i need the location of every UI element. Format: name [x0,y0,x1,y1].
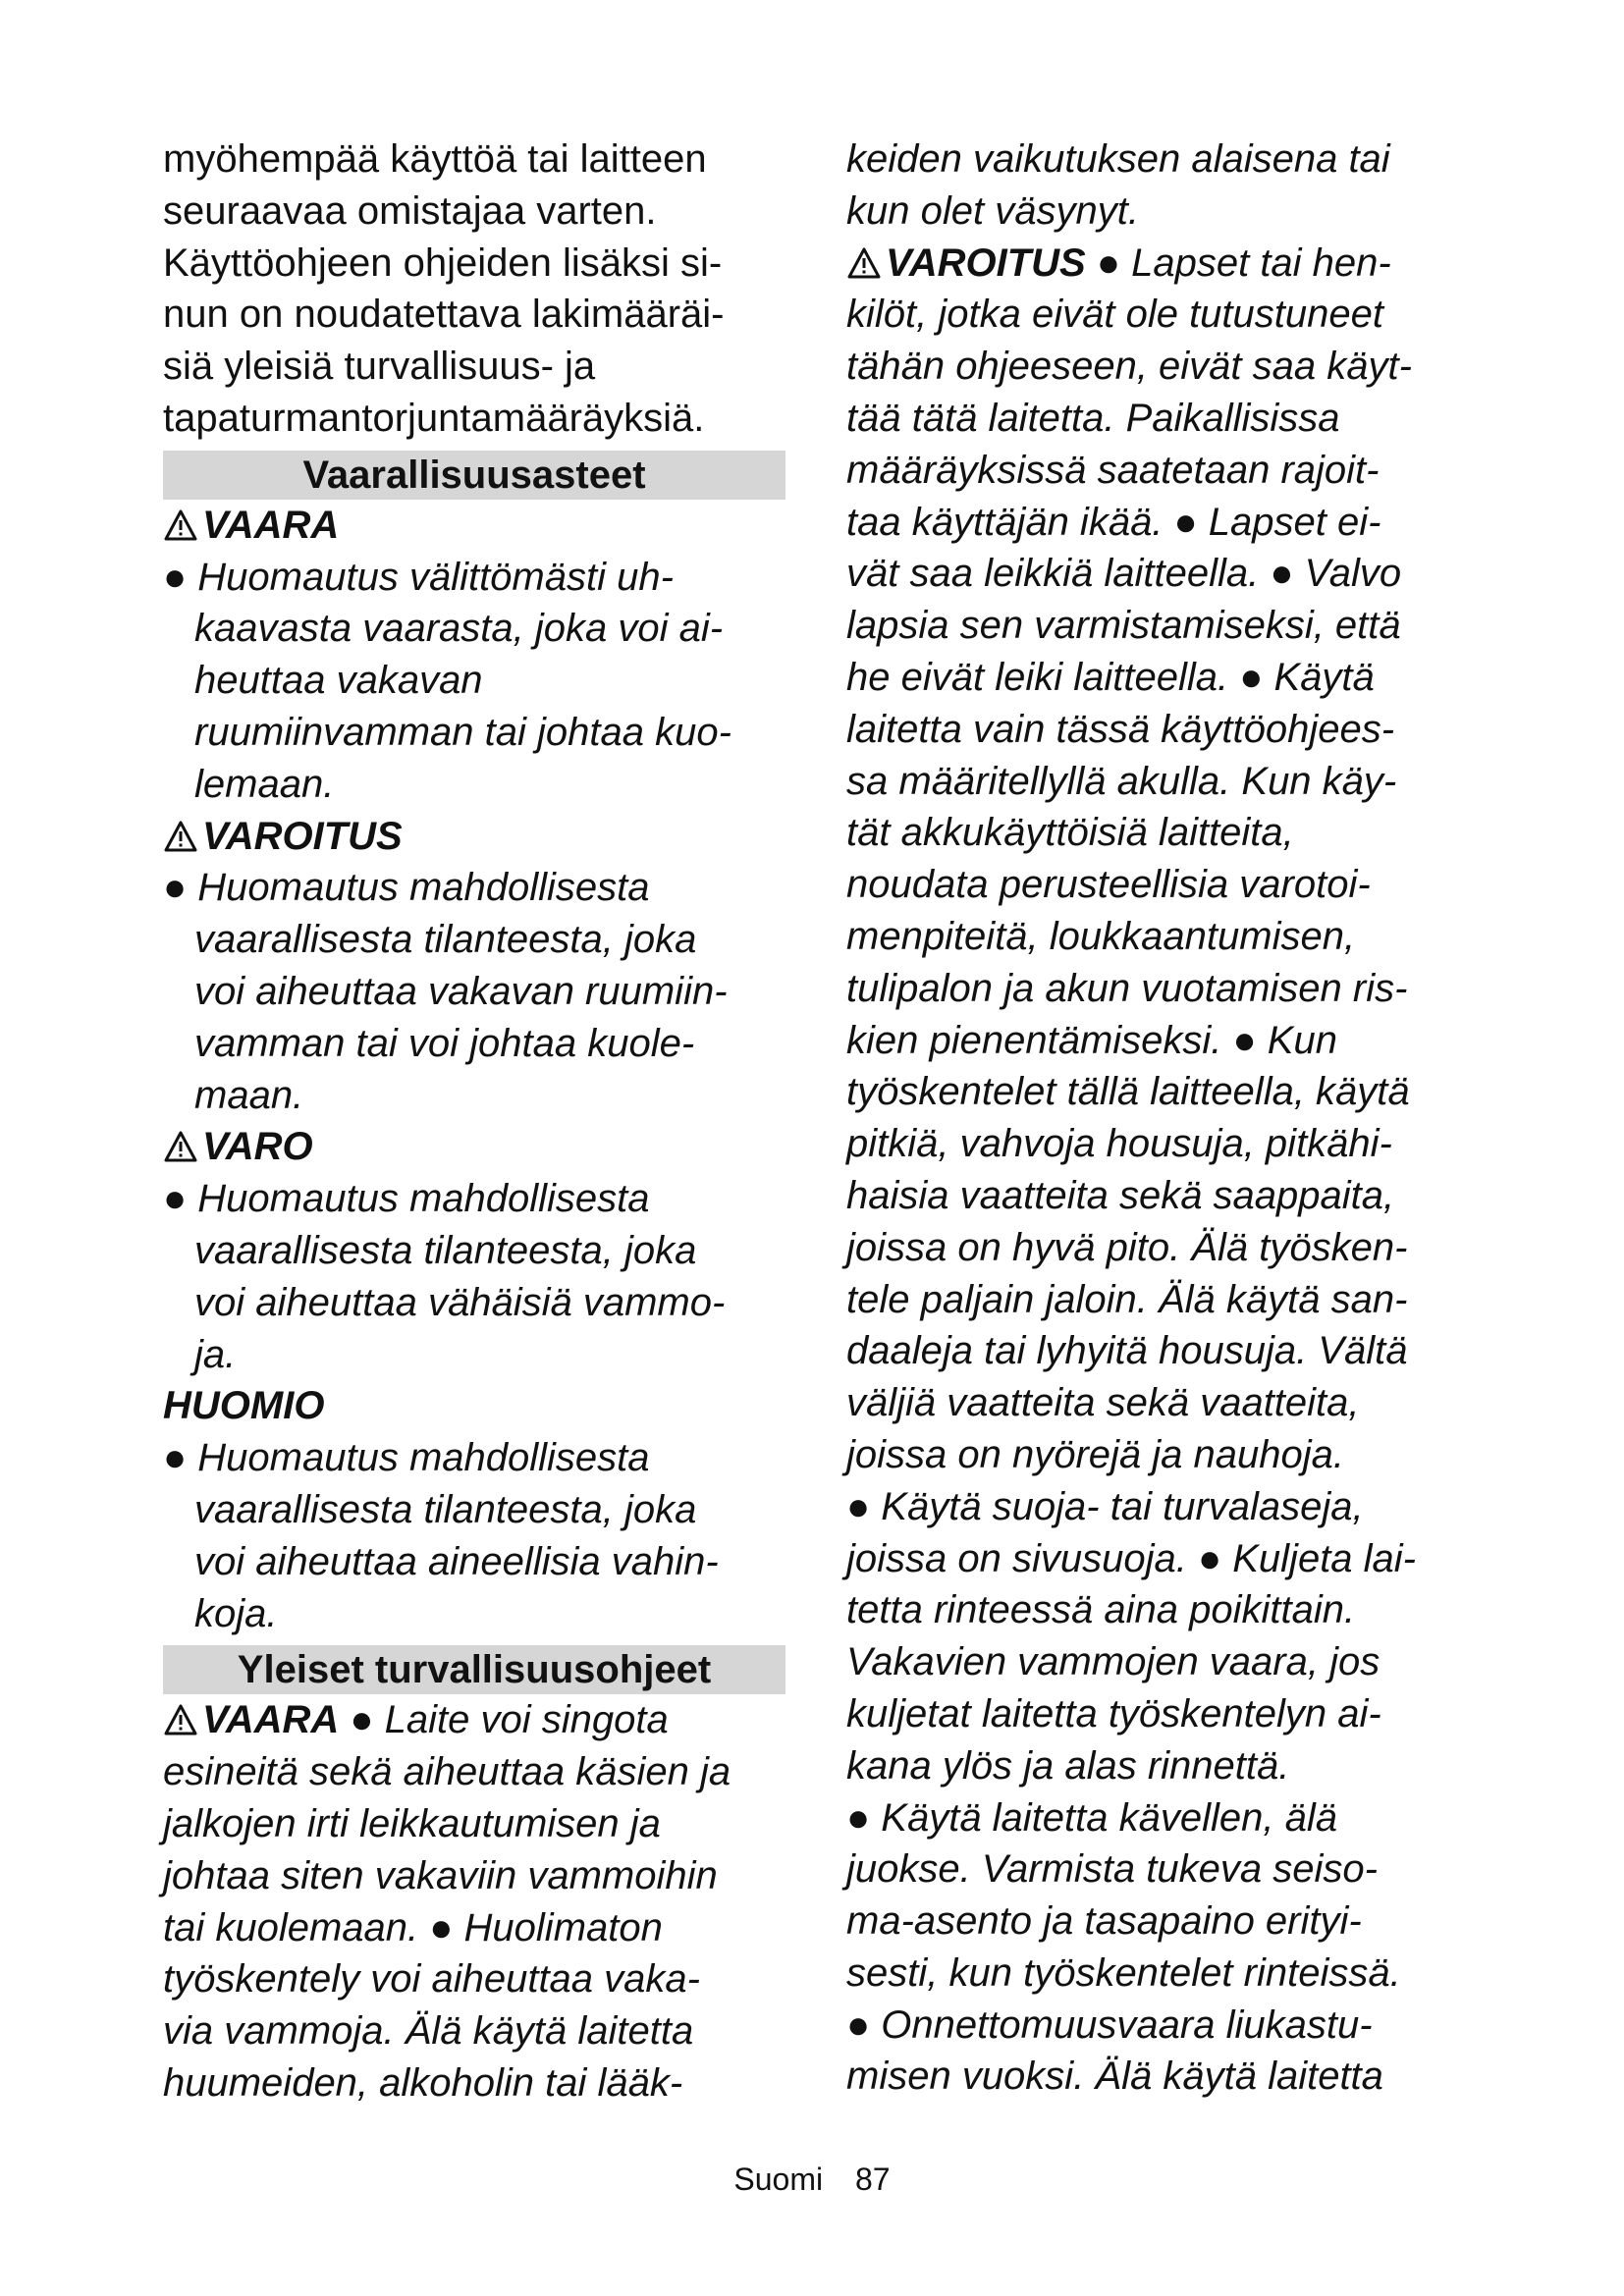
text-line: tele paljain jaloin. Älä käytä san- [846,1277,1408,1321]
text-line: työskentelet tällä laitteella, käytä [846,1070,1410,1114]
right-warning-line [846,238,1485,290]
hazard-level-text-line: voi aiheuttaa vähäisiä vammo- [194,1280,726,1324]
general-first-line-text: ● Laite voi singota [339,1698,669,1742]
hazard-level-text-line: lemaan. [194,762,335,806]
text-line: taa käyttäjän ikää. ● Lapset ei- [846,500,1381,544]
text-line: laitetta vain tässä käyttöohjees- [846,707,1395,751]
page-footer [0,2160,1624,2199]
text-line: tapaturmantorjuntamääräyksiä. [163,396,705,440]
text-line: johtaa siten vakaviin vammoihin [163,1853,718,1897]
text-line: misen vuoksi. Älä käytä laitetta [846,2055,1383,2099]
text-line: työskentely voi aiheuttaa vaka- [163,1957,700,2002]
warning-triangle-icon [163,1130,198,1163]
text-line: ma-asento ja tasapaino erityi- [846,1899,1362,1944]
right-warning-label: VAROITUS [886,240,1086,285]
hazard-level-text-line: voi aiheuttaa aineellisia vahin- [194,1539,719,1583]
warning-triangle-icon [846,246,882,280]
section-heading-hazard-levels: Vaarallisuusasteet [163,451,785,500]
section-heading-general-safety: Yleiset turvallisuusohjeet [163,1645,785,1694]
text-line: siä yleisiä turvallisuus- ja [163,345,596,389]
text-line: ● Käytä suoja- tai turvalaseja, [846,1484,1364,1528]
hazard-level-text-line: heuttaa vakavan [194,659,483,703]
text-line: Vakavien vammojen vaara, jos [846,1640,1380,1684]
hazard-level-text-line: maan. [194,1073,304,1117]
text-line: kuljetat laitetta työskentelyn ai- [846,1691,1381,1735]
text-line: tät akkukäyttöisiä laitteita, [846,811,1294,855]
text-line: sa määritellyllä akulla. Kun käy- [846,759,1397,803]
text-line: myöhempää käyttöä tai laitteen [163,137,707,181]
hazard-level-heading [163,1380,791,1432]
hazard-levels-list [163,500,791,1640]
text-line: tää tätä laitetta. Paikallisissa [846,396,1340,440]
hazard-level-text-line: vaarallisesta tilanteesta, joka [194,1487,697,1531]
hazard-level-text-line: voi aiheuttaa vakavan ruumiin- [194,969,728,1013]
text-line: lapsia sen varmistamiseksi, että [846,604,1401,648]
text-line: jalkojen irti leikkautumisen ja [163,1801,661,1845]
text-line: esineitä sekä aiheuttaa käsien ja [163,1750,731,1794]
text-line: joissa on hyvä pito. Älä työsken- [846,1225,1408,1269]
hazard-level-label: VARO [202,1125,313,1169]
hazard-level-label: VAARA [202,503,340,547]
text-line: tetta rinteessä aina poikittain. [846,1588,1356,1632]
text-line: keiden vaikutuksen alaisena tai [846,137,1390,181]
hazard-level-heading [163,1121,791,1173]
hazard-level-text-line: ● Huomautus välittömästi uh- [163,555,674,599]
warning-triangle-icon [163,1703,198,1736]
text-line: väljiä vaatteita sekä vaatteita, [846,1381,1360,1425]
text-line: juokse. Varmista tukeva seiso- [846,1847,1378,1892]
intro-paragraph [163,133,791,445]
text-line: tai kuolemaan. ● Huolimaton [163,1905,663,1949]
text-line: ● Onnettomuusvaara liukastu- [846,2002,1373,2047]
text-line: haisia vaatteita sekä saappaita, [846,1173,1395,1217]
hazard-level-text-line: ● Huomautus mahdollisesta [163,1436,650,1480]
text-line: he eivät leiki laitteella. ● Käytä [846,655,1375,699]
text-line: pitkiä, vahvoja housuja, pitkähi- [846,1122,1392,1166]
right-column [846,133,1485,2103]
text-line: joissa on sivusuoja. ● Kuljeta lai- [846,1536,1416,1580]
text-line: tulipalon ja akun vuotamisen ris- [846,966,1408,1010]
text-line: kana ylös ja alas rinnettä. [846,1743,1290,1788]
hazard-level-text-line: vaarallisesta tilanteesta, joka [194,1228,697,1272]
general-safety-paragraph [163,1694,791,2109]
page-number: 87 [855,2162,891,2197]
text-line: seuraavaa omistajaa varten. [163,188,657,233]
hazard-level-text-line: koja. [194,1591,278,1635]
left-column [163,133,791,2109]
text-line: nun on noudatettava lakimääräi- [163,293,725,337]
text-line: noudata perusteellisia varotoi- [846,863,1371,907]
text-line: tähän ohjeeseen, eivät saa käyt- [846,345,1412,389]
right-paragraph [846,289,1485,2103]
right-warning-text: ● Lapset tai hen- [1085,240,1391,285]
hazard-level-label: HUOMIO [163,1384,325,1428]
text-line: kilöt, jotka eivät ole tutustuneet [846,293,1383,337]
text-line: kien pienentämiseksi. ● Kun [846,1018,1337,1062]
warning-triangle-icon [163,508,198,542]
right-paragraph-continuation [846,133,1485,238]
text-line: kun olet väsynyt. [846,188,1139,233]
hazard-level-text-line: ruumiinvamman tai johtaa kuo- [194,710,731,754]
hazard-level-label: VAROITUS [202,814,403,858]
hazard-level-text-line: ja. [194,1332,237,1376]
text-line: daaleja tai lyhyitä housuja. Vältä [846,1329,1408,1373]
hazard-level-heading [163,811,791,863]
text-line: huumeiden, alkoholin tai lääk- [163,2060,683,2105]
text-line: via vammoja. Älä käytä laitetta [163,2009,694,2054]
text-line: sesti, kun työskentelet rinteissä. [846,1950,1401,1995]
text-line: joissa on nyörejä ja nauhoja. [846,1432,1345,1476]
hazard-level-text-line: vamman tai voi johtaa kuole- [194,1021,695,1065]
warning-triangle-icon [163,820,198,853]
text-line: määräyksissä saatetaan rajoit- [846,448,1380,492]
text-line: vät saa leikkiä laitteella. ● Valvo [846,552,1402,596]
hazard-level-text-line: kaavasta vaarasta, joka voi ai- [194,607,724,651]
text-line: menpiteitä, loukkaantumisen, [846,914,1356,958]
text-line: Käyttöohjeen ohjeiden lisäksi si- [163,240,723,285]
hazard-level-text-line: ● Huomautus mahdollisesta [163,866,650,910]
text-line: ● Käytä laitetta kävellen, älä [846,1795,1337,1840]
footer-language: Suomi [733,2162,824,2197]
general-danger-label: VAARA [202,1698,340,1742]
hazard-level-heading [163,500,791,552]
hazard-level-text-line: ● Huomautus mahdollisesta [163,1177,650,1221]
hazard-level-text-line: vaarallisesta tilanteesta, joka [194,918,697,962]
general-first-line [163,1694,791,1746]
